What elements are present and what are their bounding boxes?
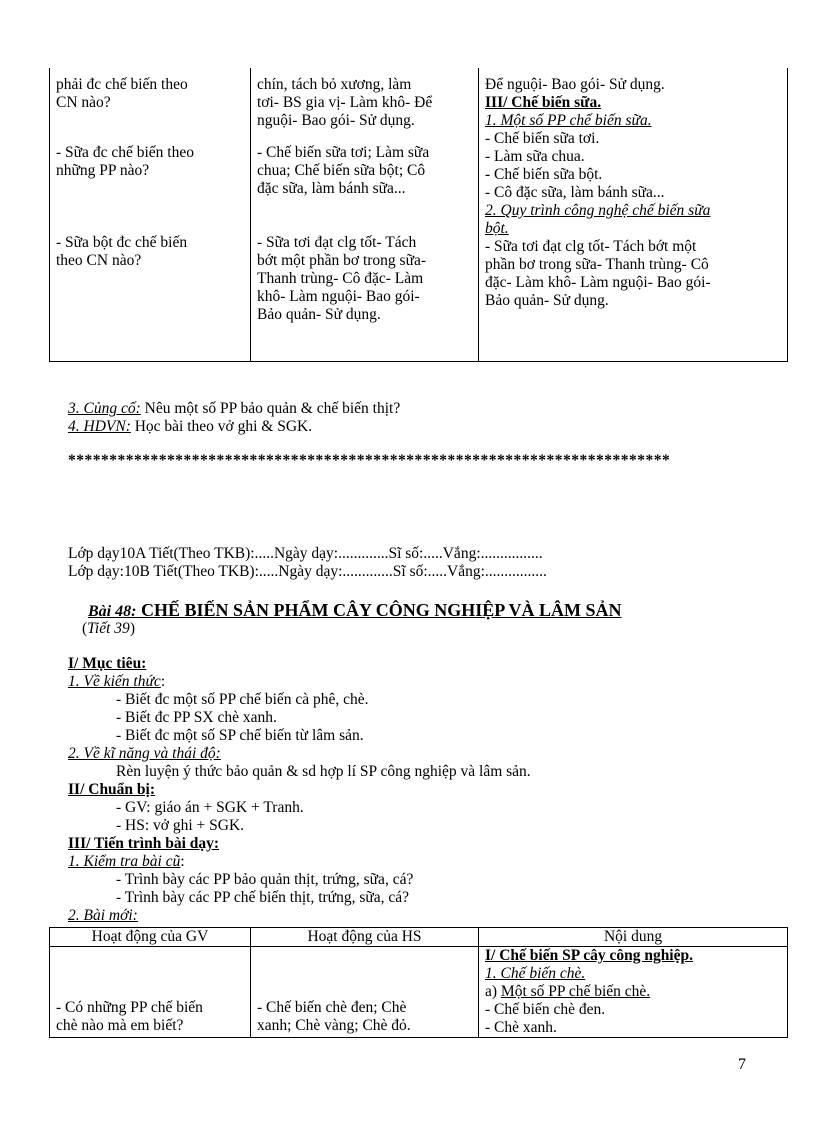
content-cell: [479, 68, 788, 361]
table-row-text: đặc- Làm khô- Làm nguội- Bao gói-: [485, 274, 711, 291]
lesson-number: Bài 48:: [88, 603, 137, 620]
colon: :: [160, 673, 166, 690]
table-row-text: - Chế biến sữa bột.: [485, 166, 603, 183]
subsection-heading: 1. Chế biến chè.: [485, 965, 586, 982]
lesson-title: [88, 601, 622, 621]
table-row-text: đặc sữa, làm bánh sữa...: [257, 180, 406, 197]
cung-co-line: [68, 400, 400, 418]
table-row-text: Bảo quản- Sử dụng.: [257, 306, 381, 323]
table-row-text: Để nguội- Bao gói- Sử dụng.: [485, 76, 665, 93]
table-row-text: xanh; Chè vàng; Chè đỏ.: [257, 1017, 411, 1034]
table-row-text: - Chế biến chè đen; Chè: [257, 999, 407, 1016]
table-row-text: Bảo quản- Sử dụng.: [485, 292, 609, 309]
column-header: Hoạt động của GV: [50, 928, 251, 947]
table-row-text: - Sữa tơi đạt clg tốt- Tách: [257, 234, 417, 251]
section-heading-objectives: I/ Mục tiêu:: [68, 655, 147, 672]
page-number: 7: [738, 1056, 746, 1073]
cung-co-text: Nêu một số PP bảo quản & chế biến thịt?: [140, 400, 401, 417]
table-row-text: tơi- BS gia vị- Làm khô- Để: [257, 94, 433, 111]
subsection-review: 1. Kiểm tra bài cũ: [68, 853, 181, 870]
subsection-a: Một số PP chế biến chè.: [500, 983, 651, 1000]
subsection-skills: 2. Về kĩ năng và thái độ:: [68, 745, 221, 762]
list-item: Rèn luyện ý thức bảo quản & sd hợp lí SP công nghiệp và lâm sản.: [116, 763, 531, 780]
table-row-text: - Có những PP chế biến: [56, 999, 203, 1016]
table-row-text: - Chế biến sữa tơi.: [485, 130, 600, 147]
section-heading-preparation: II/ Chuẩn bị:: [68, 781, 156, 798]
table-row-text: chín, tách bỏ xương, làm: [257, 76, 412, 93]
subsection-heading: bột.: [485, 220, 509, 237]
table-row-text: những PP nào?: [56, 162, 150, 179]
cung-co-label: 3. Củng cố:: [68, 400, 141, 417]
lesson-period-text: Tiết 39: [87, 620, 130, 637]
student-activity-cell: [251, 68, 479, 361]
table-row-text: - Chế biến chè đen.: [485, 1001, 606, 1018]
table-row-text: - Sữa đc chế biến theo: [56, 144, 194, 161]
subsection-heading: 1. Một số PP chế biến sữa.: [485, 112, 652, 129]
table-row-text: chua; Chế biến sữa bột; Cô: [257, 162, 426, 179]
list-item: - Biết đc PP SX chè xanh.: [116, 709, 277, 726]
table-row-text: bớt một phần bơ trong sữa-: [257, 252, 427, 269]
list-item: - Biết đc một số PP chế biến cà phê, chè.: [116, 691, 369, 708]
table-row-text: - Làm sữa chua.: [485, 148, 585, 165]
table-row-text: phần bơ trong sữa- Thanh trùng- Cô: [485, 256, 709, 273]
teacher-activity-cell: [50, 68, 251, 361]
section-heading-procedure: III/ Tiến trình bài dạy:: [68, 835, 220, 852]
separator-stars: *************************************************************************: [68, 452, 671, 469]
content-cell: [479, 947, 788, 1038]
table-row-text: - Sữa tơi đạt clg tốt- Tách bớt một: [485, 238, 697, 255]
subsection-knowledge: 1. Về kiến thức: [68, 673, 161, 690]
table-row-text: - Chè xanh.: [485, 1019, 557, 1036]
hdvn-line: [68, 418, 312, 436]
student-activity-cell: [251, 947, 479, 1038]
table-row-text: khô- Làm nguội- Bao gói-: [257, 288, 420, 305]
table-row-text: phải đc chế biến theo: [56, 76, 188, 93]
lesson-name: CHẾ BIẾN SẢN PHẨM CÂY CÔNG NGHIỆP VÀ LÂM SẢN: [136, 600, 622, 620]
activity-table-2: [49, 927, 788, 1038]
schedule-line-10b: Lớp dạy:10B Tiết(Theo TKB):.....Ngày dạy:.............Sĩ số:.....Vắng:................: [68, 563, 547, 580]
section-heading: III/ Chế biến sữa.: [485, 94, 602, 111]
list-item: - GV: giáo án + SGK + Tranh.: [116, 799, 304, 816]
table-row-text: - Chế biến sữa tơi; Làm sữa: [257, 144, 430, 161]
subsection-new-lesson: 2. Bài mới:: [68, 907, 138, 924]
list-item: - Trình bày các PP chế biến thịt, trứng, sữa, cá?: [116, 889, 410, 906]
lesson-period-close: ): [129, 620, 135, 637]
table-row-text: theo CN nào?: [56, 252, 142, 269]
table-row-text: nguội- Bao gói- Sử dụng.: [257, 112, 415, 129]
hdvn-label: 4. HDVN:: [68, 418, 131, 435]
lesson-body: [68, 655, 768, 925]
lesson-period-open: (: [82, 620, 88, 637]
list-item: - Biết đc một số SP chế biến từ lâm sản.: [116, 727, 364, 744]
table-row-text: - Cô đặc sữa, làm bánh sữa...: [485, 184, 665, 201]
column-header: Hoạt động của HS: [251, 928, 479, 947]
activity-table-1: [49, 68, 788, 362]
list-item: - HS: vở ghi + SGK.: [116, 817, 245, 834]
colon: :: [180, 853, 185, 870]
schedule-line-10a: Lớp dạy10A Tiết(Theo TKB):.....Ngày dạy:.............Sĩ số:.....Vắng:................: [68, 545, 543, 562]
table-row-text: Thanh trùng- Cô đặc- Làm: [257, 270, 424, 287]
table-row-text: - Sữa bột đc chế biến: [56, 234, 188, 251]
section-heading: I/ Chế biến SP cây công nghiệp.: [485, 947, 693, 964]
hdvn-text: Học bài theo vở ghi & SGK.: [130, 418, 313, 435]
teacher-activity-cell: [50, 947, 251, 1038]
column-header: Nội dung: [479, 928, 788, 947]
table-row-text: CN nào?: [56, 94, 111, 111]
lesson-period: [82, 620, 135, 638]
subsection-heading: 2. Quy trình công nghệ chế biến sữa: [485, 202, 711, 219]
table-row-text: chè nào mà em biết?: [56, 1017, 184, 1034]
item-prefix: a): [485, 983, 501, 1000]
list-item: - Trình bày các PP bảo quản thịt, trứng, sữa, cá?: [116, 871, 414, 888]
